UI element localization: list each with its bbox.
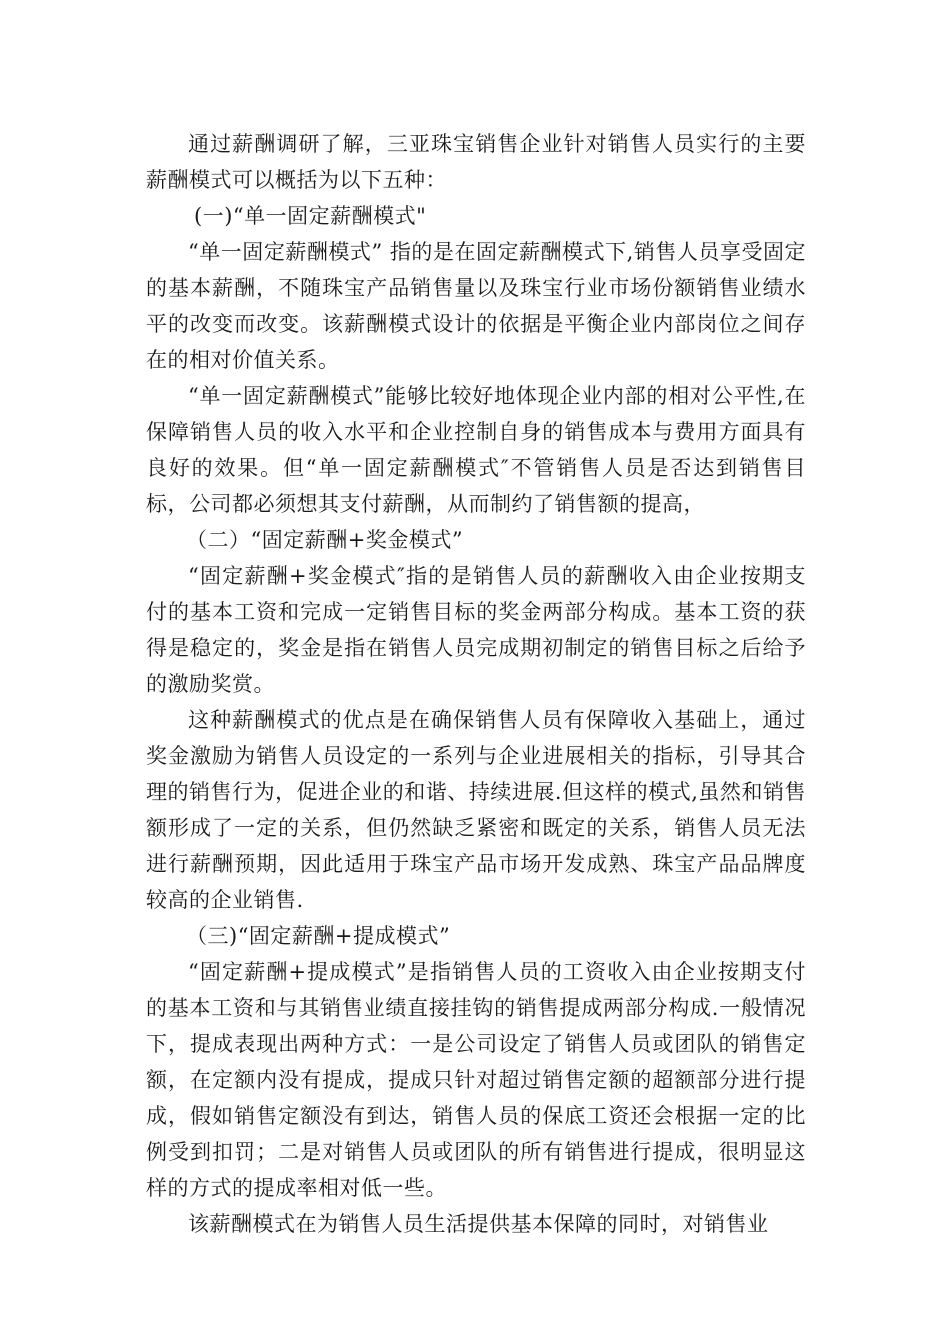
- intro-paragraph: 通过薪酬调研了解，三亚珠宝销售企业针对销售人员实行的主要薪酬模式可以概括为以下五种：: [146, 132, 806, 192]
- section-2-paragraph-2: 这种薪酬模式的优点是在确保销售人员有保障收入基础上，通过奖金激励为销售人员设定的一系列与企业进展相关的指标，引导其合理的销售行为，促进企业的和谐、持续进展.但这样的模式,虽然和销售额形成了一定的关系，但仍然缺乏紧密和既定的关系，销售人员无法进行薪酬预期，因此适用于珠宝产品市场开发成熟、珠宝产品品牌度较高的企业销售.: [146, 708, 806, 912]
- section-2-heading: （二）“固定薪酬+奖金模式”: [186, 528, 464, 552]
- section-3-paragraph-1: “固定薪酬+提成模式”是指销售人员的工资收入由企业按期支付的基本工资和与其销售业绩直接挂钩的销售提成两部分构成.一般情况下，提成表现出两种方式：一是公司设定了销售人员或团队的销售定额，在定额内没有提成，提成只针对超过销售定额的超额部分进行提成，假如销售定额没有到达，销售人员的保底工资还会根据一定的比例受到扣罚；二是对销售人员或团队的所有销售进行提成，很明显这样的方式的提成率相对低一些。: [146, 960, 806, 1200]
- section-2-paragraph-1: “固定薪酬+奖金模式″指的是销售人员的薪酬收入由企业按期支付的基本工资和完成一定销售目标的奖金两部分构成。基本工资的获得是稳定的，奖金是指在销售人员完成期初制定的销售目标之后给予的激励奖赏。: [146, 564, 806, 696]
- section-3-heading: （三)“固定薪酬+提成模式”: [186, 924, 451, 948]
- section-1-paragraph-2: “单一固定薪酬模式”能够比较好地体现企业内部的相对公平性,在保障销售人员的收入水平和企业控制自身的销售成本与费用方面具有良好的效果。但“单一固定薪酬模式″不管销售人员是否达到销售目标，公司都必须想其支付薪酬，从而制约了销售额的提高，: [146, 384, 806, 516]
- section-3-paragraph-2: 该薪酬模式在为销售人员生活提供基本保障的同时，对销售业: [188, 1212, 769, 1236]
- document-body: [146, 126, 806, 1242]
- section-1-paragraph-1: “单一固定薪酬模式” 指的是在固定薪酬模式下,销售人员享受固定的基本薪酬，不随珠宝产品销售量以及珠宝行业市场份额销售业绩水平的改变而改变。该薪酬模式设计的依据是平衡企业内部岗位之间存在的相对价值关系。: [146, 240, 806, 372]
- section-1-heading: (一)“单一固定薪酬模式": [194, 204, 427, 228]
